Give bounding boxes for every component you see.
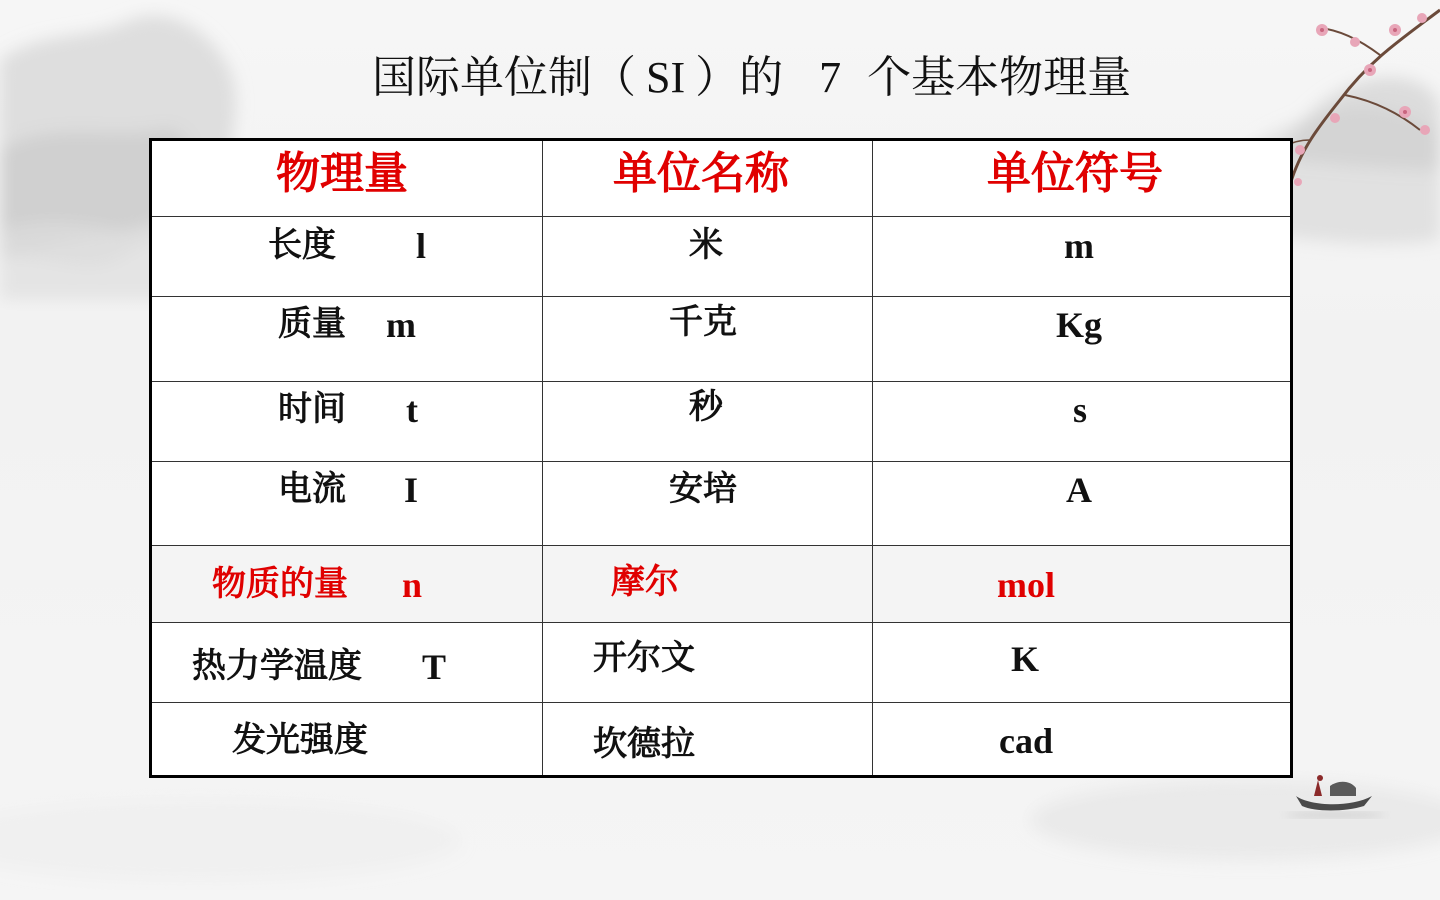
unit-symbol: K bbox=[1011, 639, 1040, 679]
unit-symbol: Kg bbox=[1056, 305, 1103, 345]
header-cell-quantity bbox=[151, 140, 543, 217]
unit-symbol: m bbox=[1064, 226, 1094, 266]
title-seven: 7 bbox=[819, 53, 842, 102]
cell-unit-symbol bbox=[873, 546, 1292, 623]
cell-quantity bbox=[151, 217, 543, 297]
slide-title bbox=[372, 48, 1272, 108]
quantity-symbol: l bbox=[416, 226, 427, 266]
ink-mist-bottom bbox=[0, 780, 1440, 880]
quantity-name: 长度 bbox=[268, 225, 336, 265]
cell-unit-name bbox=[543, 546, 873, 623]
header-unit-name: 单位名称 bbox=[613, 148, 789, 199]
header-quantity: 物理量 bbox=[276, 148, 408, 199]
quantity-symbol: t bbox=[406, 390, 418, 430]
unit-name: 摩尔 bbox=[611, 562, 679, 602]
quantity-symbol: I bbox=[404, 470, 419, 510]
quantity-name: 发光强度 bbox=[232, 720, 368, 760]
unit-name: 坎德拉 bbox=[593, 724, 695, 764]
table-row bbox=[151, 462, 1292, 546]
cell-unit-symbol bbox=[873, 297, 1292, 382]
header-unit-symbol: 单位符号 bbox=[987, 148, 1163, 199]
cell-unit-symbol bbox=[873, 623, 1292, 703]
unit-name: 千克 bbox=[669, 302, 737, 342]
title-part2: ）的 bbox=[695, 52, 784, 103]
table-row bbox=[151, 382, 1292, 462]
title-part3: 个基本物理量 bbox=[867, 52, 1132, 103]
cell-quantity bbox=[151, 382, 543, 462]
table-row-highlighted bbox=[151, 546, 1292, 623]
unit-name: 秒 bbox=[689, 387, 723, 427]
cell-unit-symbol bbox=[873, 382, 1292, 462]
table-header-row bbox=[151, 140, 1292, 217]
quantity-name: 电流 bbox=[278, 469, 346, 509]
quantity-name: 时间 bbox=[278, 389, 346, 429]
quantity-name: 物质的量 bbox=[212, 564, 348, 604]
quantity-symbol: n bbox=[402, 565, 423, 605]
unit-symbol: s bbox=[1073, 390, 1088, 430]
cell-quantity bbox=[151, 297, 543, 382]
cell-unit-name bbox=[543, 382, 873, 462]
si-base-quantities-table bbox=[149, 138, 1293, 778]
cell-unit-name bbox=[543, 462, 873, 546]
title-si: SI bbox=[646, 53, 686, 102]
unit-name: 安培 bbox=[669, 469, 737, 509]
title-part1: 国际单位制（ bbox=[372, 52, 636, 103]
quantity-symbol: m bbox=[386, 305, 416, 345]
cell-unit-symbol bbox=[873, 703, 1292, 777]
table-row bbox=[151, 297, 1292, 382]
unit-symbol: A bbox=[1066, 470, 1092, 510]
cell-unit-symbol bbox=[873, 462, 1292, 546]
quantity-symbol: T bbox=[422, 647, 447, 687]
cell-quantity bbox=[151, 462, 543, 546]
fishing-boat-icon bbox=[1285, 775, 1385, 818]
cell-unit-name bbox=[543, 217, 873, 297]
quantity-name: 热力学温度 bbox=[192, 646, 362, 686]
cell-quantity bbox=[151, 703, 543, 777]
table-row bbox=[151, 703, 1292, 777]
table-row bbox=[151, 623, 1292, 703]
cell-quantity bbox=[151, 623, 543, 703]
cell-unit-symbol bbox=[873, 217, 1292, 297]
unit-name: 开尔文 bbox=[593, 638, 695, 678]
table-row bbox=[151, 217, 1292, 297]
quantity-name: 质量 bbox=[278, 304, 346, 344]
header-cell-unit-name bbox=[543, 140, 873, 217]
cell-quantity bbox=[151, 546, 543, 623]
unit-symbol: mol bbox=[997, 565, 1055, 605]
cell-unit-name bbox=[543, 297, 873, 382]
cell-unit-name bbox=[543, 623, 873, 703]
unit-name: 米 bbox=[689, 225, 723, 265]
header-cell-unit-symbol bbox=[873, 140, 1292, 217]
cell-unit-name bbox=[543, 703, 873, 777]
unit-symbol: cad bbox=[999, 721, 1053, 761]
